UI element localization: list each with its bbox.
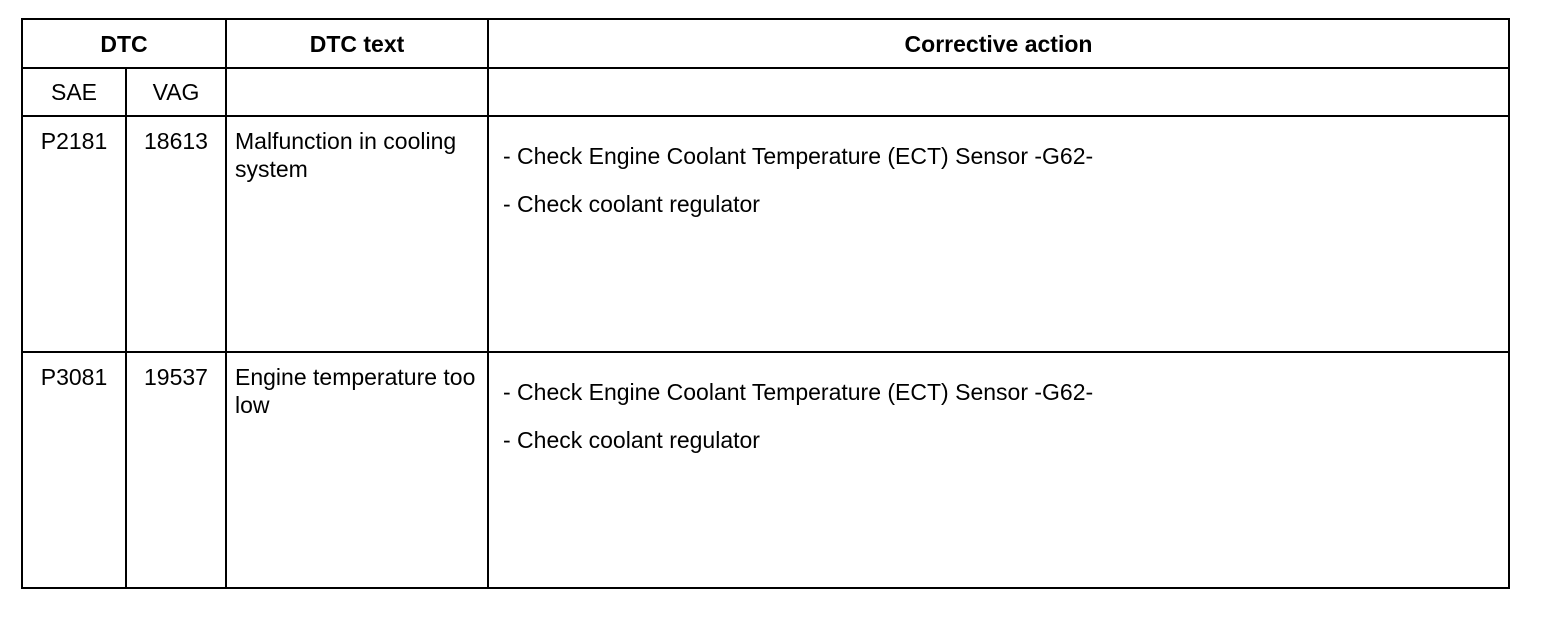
subheader-vag: VAG [126,68,226,116]
dtc-table [21,18,1510,589]
corrective-action [488,352,1509,588]
corrective-action [488,116,1509,352]
sae-code: P3081 [22,352,126,588]
sae-code: P2181 [22,116,126,352]
action-item: - Check Engine Coolant Temperature (ECT) Sensor -G62- [503,379,1094,405]
dtc-text: Malfunction in cooling system [226,116,488,352]
vag-code: 18613 [126,116,226,352]
table-row [22,352,1509,588]
subheader-sae: SAE [22,68,126,116]
action-item: - Check coolant regulator [503,427,760,453]
header-dtc: DTC [22,19,226,68]
subheader-row [22,68,1509,116]
action-item: - Check coolant regulator [503,191,760,217]
table-row [22,116,1509,352]
header-corrective-action: Corrective action [488,19,1509,68]
subheader-empty-text [226,68,488,116]
header-row [22,19,1509,68]
header-dtc-text: DTC text [226,19,488,68]
subheader-empty-action [488,68,1509,116]
action-item: - Check Engine Coolant Temperature (ECT) Sensor -G62- [503,143,1094,169]
dtc-text: Engine temperature too low [226,352,488,588]
vag-code: 19537 [126,352,226,588]
